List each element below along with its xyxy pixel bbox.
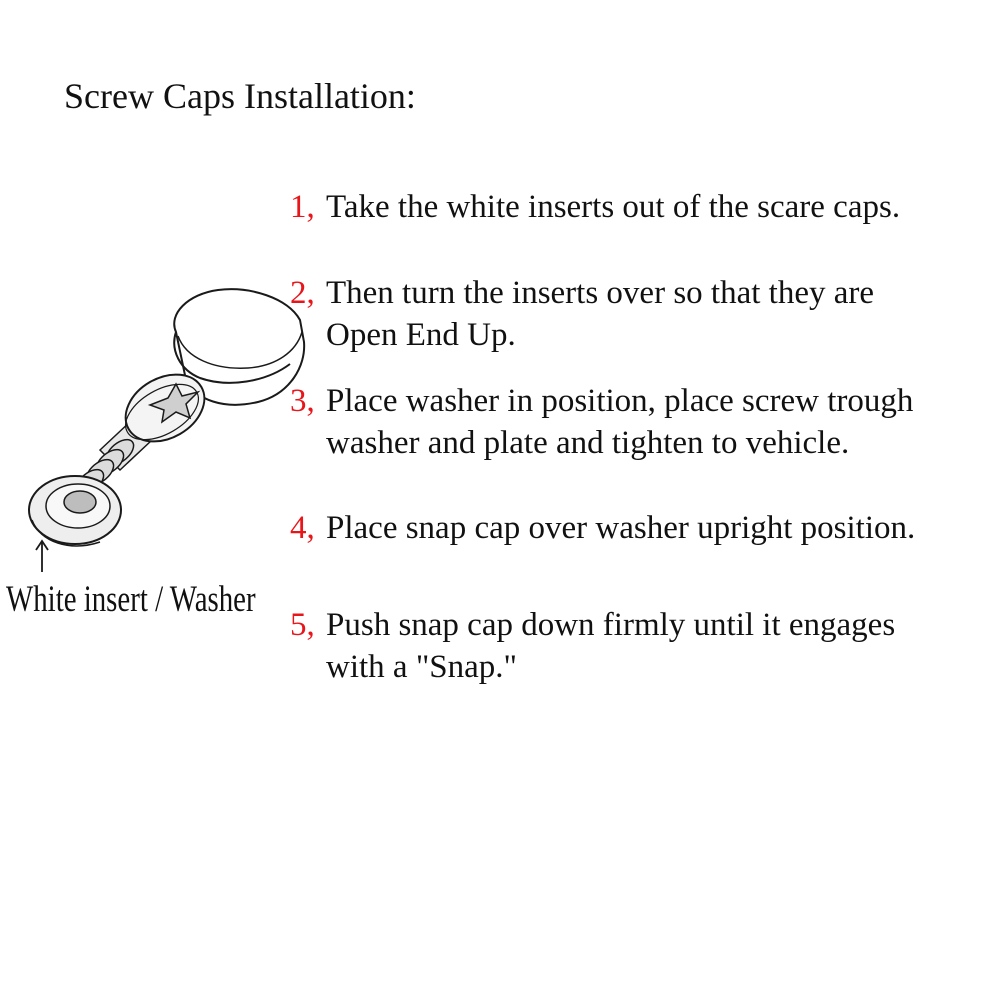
- step-item-5: [290, 604, 895, 688]
- step-number: 5,: [290, 607, 315, 643]
- step-text: Then turn the inserts over so that they are: [326, 275, 874, 311]
- washer-illustration: [29, 476, 121, 546]
- screw-cap-assembly-illustration: [0, 270, 330, 570]
- step-text: Take the white inserts out of the scare caps.: [326, 189, 901, 225]
- page-title: Screw Caps Installation:: [64, 76, 416, 116]
- step-text: Place washer in position, place screw trough: [326, 383, 914, 419]
- up-arrow-icon: [34, 538, 50, 572]
- step-item-2: [290, 272, 874, 356]
- illustration-caption: White insert / Washer: [6, 579, 256, 620]
- installation-steps-list: [290, 0, 990, 1000]
- step-text: with a "Snap.": [326, 649, 518, 685]
- step-item-3: [290, 380, 913, 464]
- step-text: Place snap cap over washer upright position.: [326, 510, 916, 546]
- step-item-1: [290, 186, 900, 228]
- step-item-4: [290, 507, 915, 549]
- step-text: Open End Up.: [326, 317, 516, 353]
- step-text: washer and plate and tighten to vehicle.: [326, 425, 850, 461]
- step-number: 1,: [290, 189, 315, 225]
- step-number: 2,: [290, 275, 315, 311]
- step-text: Push snap cap down firmly until it engages: [326, 607, 896, 643]
- step-number: 4,: [290, 510, 315, 546]
- step-number: 3,: [290, 383, 315, 419]
